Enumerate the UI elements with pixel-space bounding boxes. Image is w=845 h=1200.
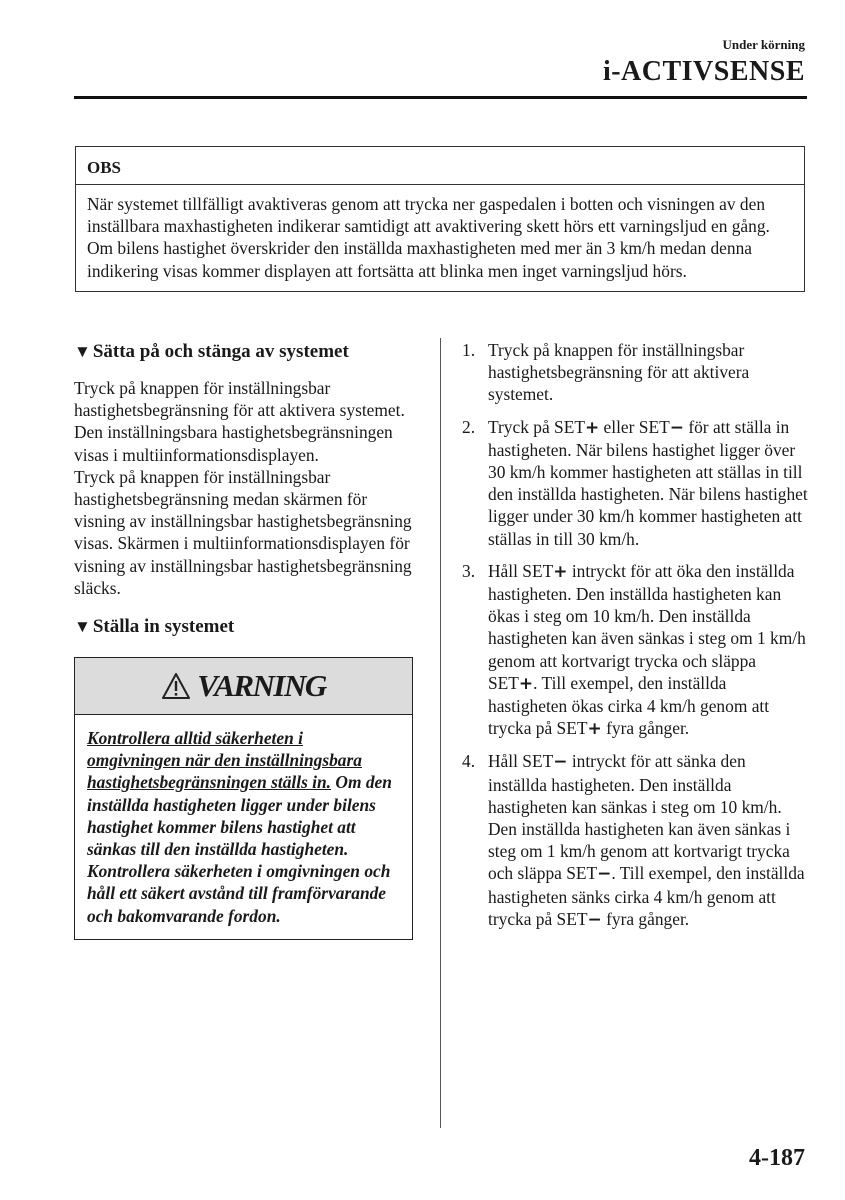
plus-symbol-icon: + [518,673,534,694]
minus-symbol-icon: − [587,909,602,930]
plus-symbol-icon: + [587,719,602,740]
list-item [462,750,808,931]
chapter-title: i-ACTIVSENSE [602,56,805,87]
step-text: Tryck på SET+ eller SET− för att ställa in hastigheten. När bilens hastighet ligger över 30 km/h kommer hastigheten att ställas in till den inställda hastigheten. När bilens hastighet ligger under 30 km/h kommer hastigheten att ställas in till 30 km/h. [488,416,808,549]
step-text: Håll SET− intryckt för att sänka den inställda hastigheten. Den inställda hastigheten kan sänkas i steg om 10 km/h. Den inställda hastigheten kan även sänkas i steg om 1 km/h genom att kortvarigt trycka och släppa SET−. Till exempel, den inställda hastigheten sänks cirka 4 km/h genom att trycka på SET− fyra gånger. [488,751,805,930]
triangle-bullet-icon: ▼ [74,617,91,637]
plus-symbol-icon: + [553,561,568,582]
warning-title: VARNING [197,668,326,704]
warning-header [75,658,412,715]
right-column [462,339,808,941]
left-column [74,338,420,940]
obs-box [75,146,805,292]
paragraph-deactivate: Tryck på knappen för inställningsbar hastighetsbegränsning medan skärmen för visning av inställningsbar hastighetsbegränsning visas. Skärmen i multiinformationsdisplayen för visning av inställningsbar hastighetsbegränsning släcks. [74,466,412,598]
step-text: Håll SET+ intryckt för att öka den inställda hastigheten. Den inställda hastigheten kan ökas i steg om 10 km/h. Den inställda hastigheten kan även sänkas i steg om 1 km/h genom att kortvarigt trycka och släppa SET+. Till exempel, den inställda hastigheten ökas cirka 4 km/h genom att trycka på SET+ fyra gånger. [488,560,806,740]
minus-symbol-icon: − [597,864,612,885]
step-number: 4. [462,751,476,772]
step-number: 2. [462,416,476,437]
step-number: 1. [462,340,476,360]
page-number: 4-187 [749,1145,805,1171]
minus-symbol-icon: − [669,417,684,438]
step-text: Tryck på knappen för inställningsbar hastighetsbegränsning för att aktivera systemet. [488,340,750,405]
list-item [462,416,808,550]
paragraph-activate: Tryck på knappen för inställningsbar hastighetsbegränsning för att aktivera systemet. Den inställningsbara hastighetsbegränsningen visas i multiinformationsdisplayen. [74,378,405,465]
list-item [462,339,808,406]
section-heading-text: Sätta på och stänga av systemet [92,341,349,362]
section-label: Under körning [722,37,805,52]
section-heading-text: Ställa in systemet [92,616,235,638]
warning-box [74,657,413,940]
warning-triangle-icon [161,672,191,700]
plus-symbol-icon: + [584,417,600,438]
warning-underlined-text: Kontrollera alltid säkerheten i omgivningen när den inställningsbara hastighetsbegränsningen ställs in. [87,728,362,793]
obs-text: När systemet tillfälligt avaktiveras genom att trycka ner gaspedalen i botten och visningen av den inställbara maxhastigheten indikerar samtidigt att avaktivering skett hörs ett varningsljud en gång. Om bilens hastighet överskrider den inställda maxhastigheten med mer än 3 km/h medan denna indikering visas kommer displayen att fortsätta att blinka men inget varningsljud hörs. [87,194,770,281]
warning-body [75,715,412,939]
list-item [462,560,808,741]
section-heading-setup [74,613,420,641]
warning-text: Om den inställda hastigheten ligger under bilens hastighet kommer bilens hastighet att sänkas till den inställda hastigheten. Kontrollera säkerheten i omgivningen och håll ett säkert avstånd till framförvarande och bakomvarande fordon. [87,772,392,926]
column-divider [440,338,441,1128]
step-number: 3. [462,560,476,581]
section-heading-on-off [74,338,420,366]
triangle-bullet-icon: ▼ [74,342,91,361]
obs-title: OBS [76,147,804,185]
minus-symbol-icon: − [553,752,568,773]
header-rule [74,96,807,99]
